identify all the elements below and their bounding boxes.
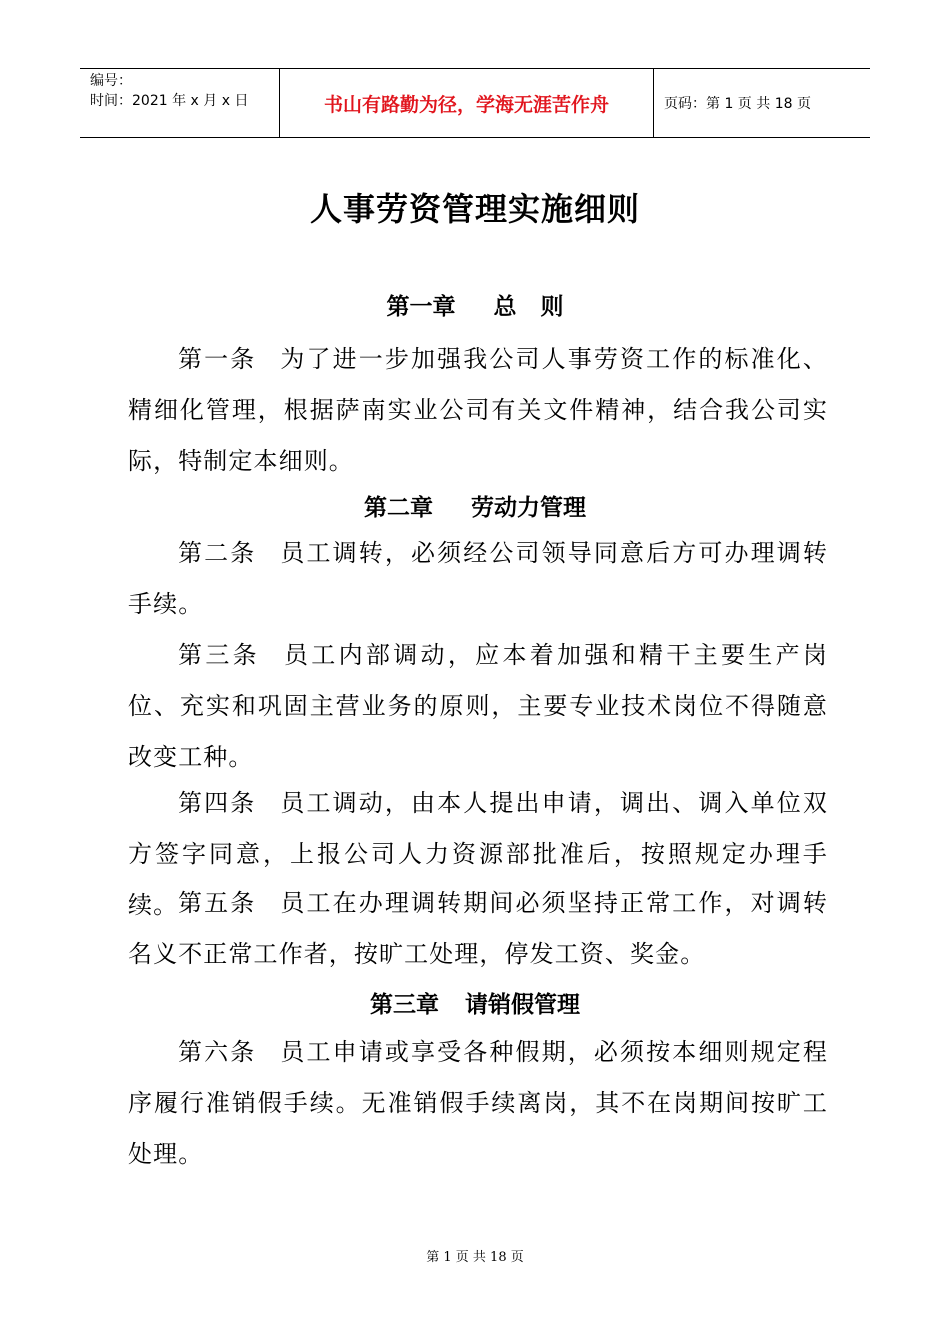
chapter-heading-3 — [0, 986, 950, 1019]
page-header — [80, 68, 870, 138]
page-footer: 第 1 页 共 18 页 — [426, 1250, 524, 1265]
article-text: 员工调转，必须经公司领导同意后方可办理调转手续。 — [128, 539, 828, 618]
article-label: 第二条 — [178, 539, 257, 567]
chapter-number: 第二章 — [364, 494, 433, 521]
chapter-number: 第一章 — [386, 293, 456, 320]
article-text: 员工在办理调转期间必须坚持正常工作，对调转名义不正常工作者，按旷工处理，停发工资、奖金。 — [128, 889, 828, 968]
article-paragraph — [128, 528, 828, 630]
header-motto: 书山有路勤为径，学海无涯苦作舟 — [280, 69, 654, 137]
article-paragraph — [128, 334, 828, 487]
chapter-name: 请销假管理 — [465, 991, 580, 1018]
article-label: 第四条 — [178, 789, 257, 817]
article-paragraph — [128, 630, 828, 783]
document-date: 时间：2021 年 x 月 x 日 — [90, 93, 249, 109]
article-paragraph — [128, 1027, 828, 1180]
article-text: 为了进一步加强我公司人事劳资工作的标准化、精细化管理，根据萨南实业公司有关文件精神，结合我公司实际，特制定本细则。 — [128, 345, 828, 475]
header-page-number: 页码：第 1 页 共 18 页 — [664, 96, 811, 112]
chapter-number: 第三章 — [370, 991, 439, 1018]
article-text: 员工内部调动，应本着加强和精干主要生产岗位、充实和巩固主营业务的原则，主要专业技术岗位不得随意改变工种。 — [128, 641, 828, 771]
document-number-label: 编号： — [90, 73, 132, 89]
article-label: 第五条 — [178, 889, 257, 917]
article-text: 员工申请或享受各种假期，必须按本细则规定程序履行准销假手续。无准销假手续离岗，其不在岗期间按旷工处理。 — [128, 1038, 828, 1168]
chapter-heading-1 — [0, 288, 950, 321]
chapter-heading-2 — [0, 489, 950, 522]
article-text: 员工调动，由本人提出申请，调出、调入单位双方签字同意，上报公司人力资源部批准后，按照规定办理手续。 — [128, 789, 828, 919]
chapter-name: 劳动力管理 — [471, 494, 586, 521]
header-meta — [80, 69, 280, 137]
document-title: 人事劳资管理实施细则 — [309, 190, 640, 228]
article-label: 第三条 — [178, 641, 260, 669]
article-label: 第六条 — [178, 1038, 257, 1066]
article-paragraph — [128, 878, 828, 980]
chapter-name: 总 则 — [493, 293, 564, 320]
article-label: 第一条 — [178, 345, 257, 373]
